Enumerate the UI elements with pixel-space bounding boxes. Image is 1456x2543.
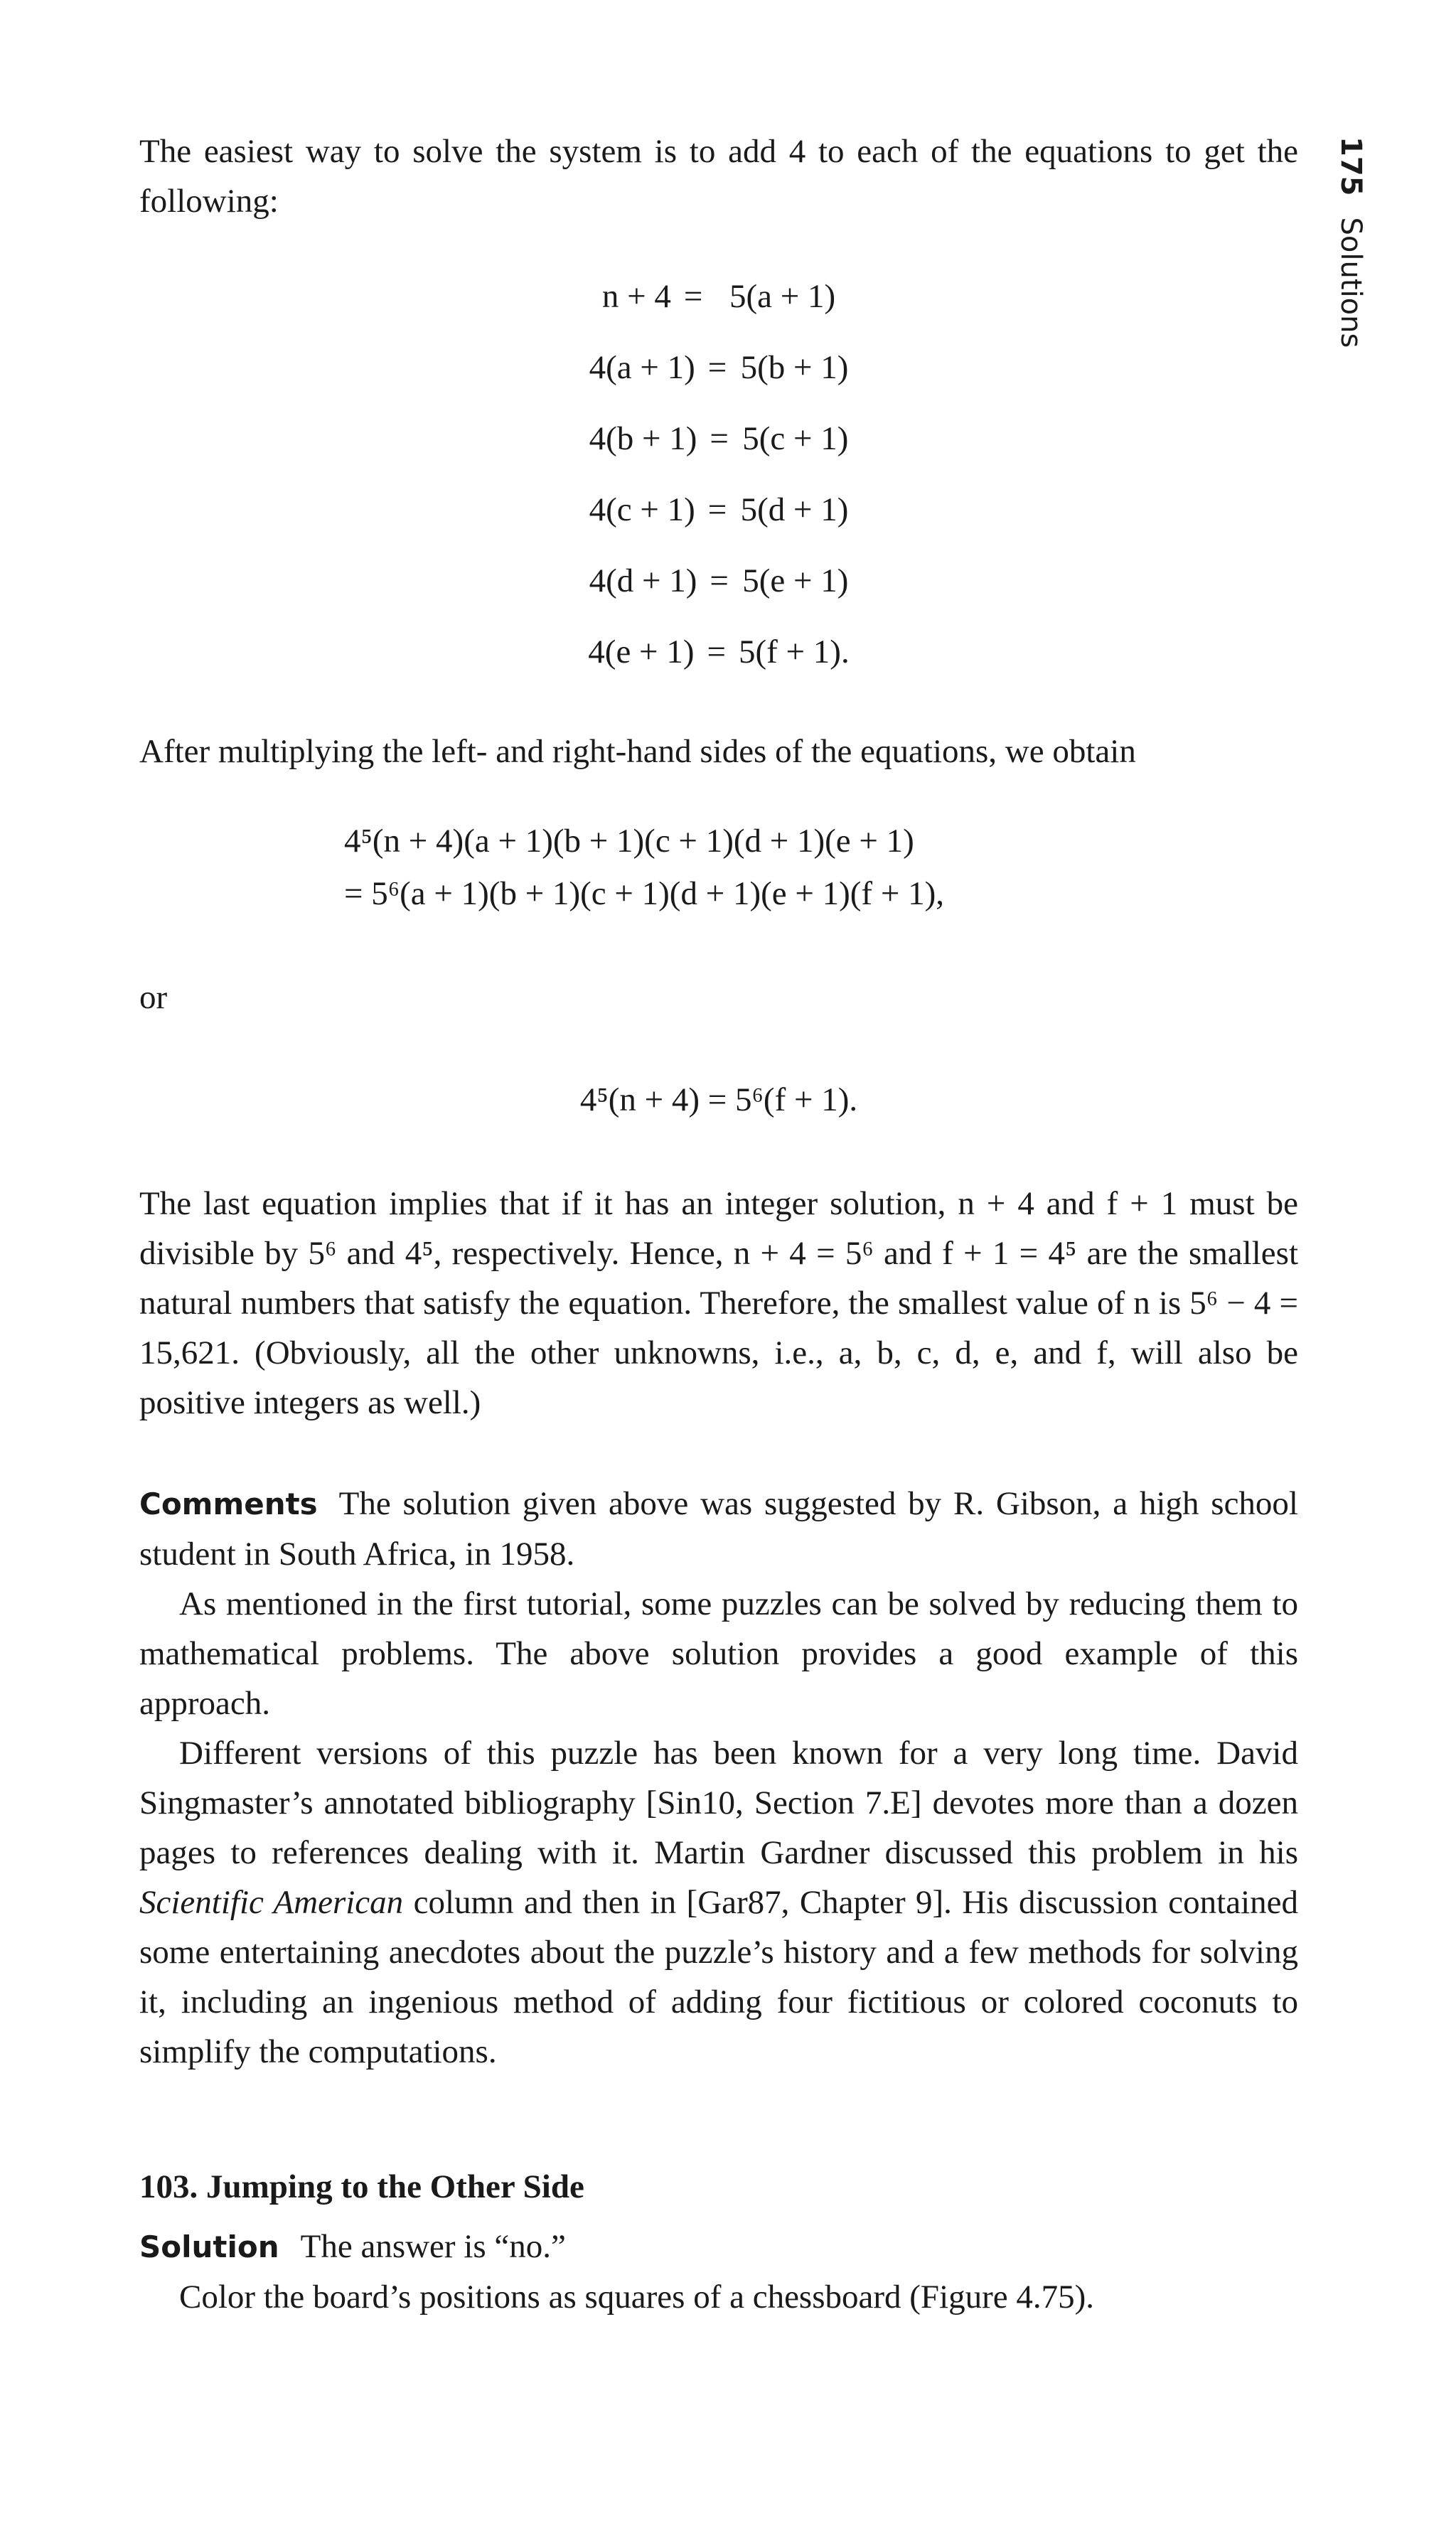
intro-paragraph: The easiest way to solve the system is to add 4 to each of the equations to get the following:	[139, 133, 1298, 220]
color-board-paragraph: Color the board’s positions as squares of a chessboard (Figure 4.75).	[179, 2279, 1095, 2316]
product-line-2: = 5⁶(a + 1)(b + 1)(c + 1)(d + 1)(e + 1)(f + 1),	[344, 875, 944, 912]
equals-sign: =	[710, 420, 729, 457]
equation-rhs: 5(b + 1)	[740, 349, 849, 386]
comments-text: The solution given above was suggested by R. Gibson, a high school student in South Africa, in 1958.	[139, 1485, 1298, 1573]
page-body	[139, 127, 1298, 2322]
equation-row	[588, 485, 849, 535]
product-equation	[139, 816, 1298, 921]
equation-lhs: 4(d + 1)	[589, 562, 697, 599]
equation-lhs: n + 4	[601, 278, 671, 315]
running-header	[1331, 136, 1371, 348]
page-number: 175	[1334, 136, 1367, 196]
equation-lhs: 4(e + 1)	[588, 633, 695, 670]
equals-sign: =	[707, 633, 726, 670]
equation-lhs: 4(a + 1)	[589, 349, 695, 386]
equals-sign: =	[683, 278, 703, 315]
equation-row	[588, 414, 849, 464]
equation-rhs: 5(d + 1)	[740, 491, 849, 528]
tutorial-paragraph: As mentioned in the first tutorial, some puzzles can be solved by reducing them to mathematical problems. The above solution provides a good example of this approach.	[139, 1585, 1298, 1722]
equation-row	[588, 343, 849, 392]
history-text-2: column and then in [Gar87, Chapter 9]. His discussion contained some entertaining anecdotes about the puzzle’s history and a few methods for solving it, including an ingenious method of adding four fictitious or colored coconuts to simplify the computations.	[139, 1884, 1298, 2070]
multiplying-paragraph: After multiplying the left- and right-hand sides of the equations, we obtain	[139, 733, 1136, 770]
reduced-equation: 4⁵(n + 4) = 5⁶(f + 1).	[579, 1081, 858, 1118]
journal-title: Scientific American	[139, 1884, 404, 1921]
equation-rhs: 5(f + 1).	[738, 633, 850, 670]
comments-paragraph	[139, 1479, 1298, 1579]
history-text-1: Different versions of this puzzle has been known for a very long time. David Singmaster’s annotated bibliography [Sin10, Section 7.E] devotes more than a dozen pages to references dealing with it. Martin Gardner discussed this problem in his	[139, 1735, 1298, 1871]
solution-label: Solution	[139, 2229, 279, 2264]
solution-text: The answer is “no.”	[300, 2228, 566, 2265]
equation-rhs: 5(c + 1)	[742, 420, 849, 457]
equation-row	[588, 627, 849, 677]
comments-label: Comments	[139, 1487, 318, 1521]
history-paragraph	[139, 1728, 1298, 2077]
equals-sign: =	[710, 562, 729, 599]
equals-sign: =	[707, 349, 727, 386]
or-text: or	[139, 979, 168, 1016]
equation-row	[588, 272, 849, 321]
conclusion-paragraph: The last equation implies that if it has an integer solution, n + 4 and f + 1 must be divisible by 5⁶ and 4⁵, respectively. Hence, n + 4 = 5⁶ and f + 1 = 4⁵ are the smallest natural numbers that satisfy the equation. Therefore, the smallest value of n is 5⁶ − 4 = 15,621. (Obviously, all the other unknowns, i.e., a, b, c, d, e, and f, will also be positive integers as well.)	[139, 1185, 1298, 1421]
section-title: 103. Jumping to the Other Side	[139, 2168, 584, 2205]
equation-lhs: 4(b + 1)	[589, 420, 697, 457]
equation-rhs: 5(a + 1)	[729, 278, 836, 315]
equation-rhs: 5(e + 1)	[742, 562, 849, 599]
equation-system	[139, 272, 1298, 677]
equals-sign: =	[707, 491, 727, 528]
section-name: Solutions	[1334, 217, 1367, 348]
solution-paragraph	[139, 2222, 1298, 2272]
equation-row	[588, 556, 849, 606]
product-line-1: 4⁵(n + 4)(a + 1)(b + 1)(c + 1)(d + 1)(e + 1)	[344, 823, 914, 860]
equation-lhs: 4(c + 1)	[589, 491, 695, 528]
